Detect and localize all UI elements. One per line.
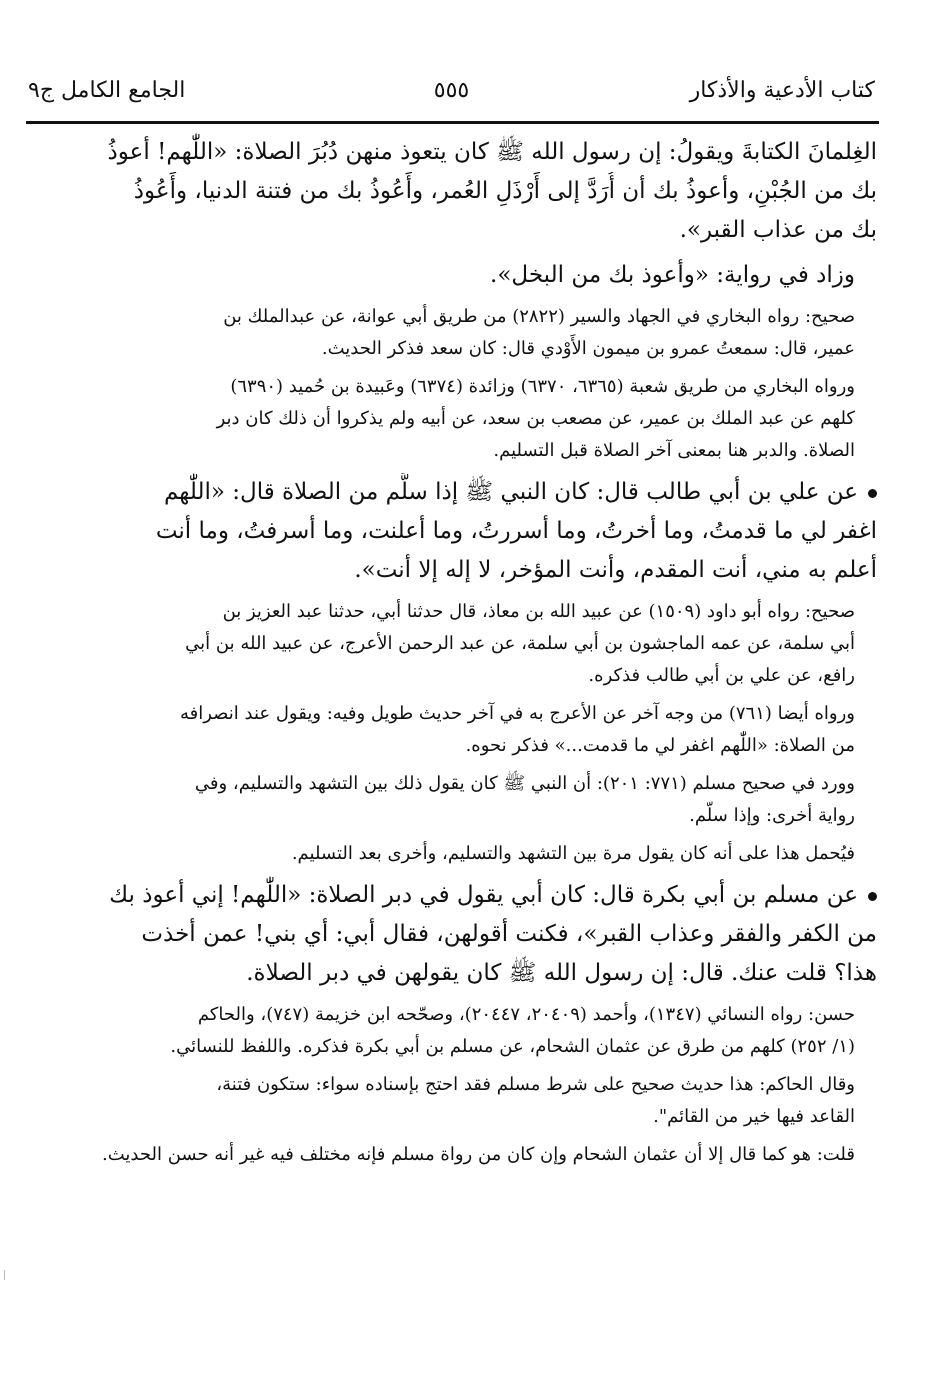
- bullet-icon: [868, 892, 877, 901]
- commentary-paragraph: [30, 768, 877, 832]
- text-line: [30, 800, 877, 832]
- text-line: [30, 172, 877, 211]
- line-text: حسن: رواه النسائي (١٣٤٧)، وأحمد (٢٠٤٠٩، ٢٠٤٤٧)، وصحّحه ابن خزيمة (٧٤٧)، والحاكم: [197, 1004, 855, 1025]
- hadith-paragraph: [30, 256, 877, 295]
- margin-mark: [4, 1270, 5, 1280]
- text-line: [30, 211, 877, 250]
- line-text: ورواه البخاري من طريق شعبة (٦٣٦٥، ٦٣٧٠) وزائدة (٦٣٧٤) وعَبيدة بن حُميد (٦٣٩٠): [230, 376, 855, 397]
- text-line: [30, 512, 877, 551]
- line-text: وقال الحاكم: هذا حديث صحيح على شرط مسلم فقد احتج بإسناده سواء: ستكون فتنة،: [216, 1074, 855, 1095]
- line-text: كلهم عن عبد الملك بن عمير، عن مصعب بن سعد، عن أبيه ولم يذكروا أن ذلك كان دبر: [216, 408, 855, 429]
- page-number: ٥٥٥: [433, 78, 470, 103]
- text-line: [30, 628, 877, 660]
- text-line: [30, 371, 877, 403]
- text-line: [30, 473, 877, 512]
- line-text: عن مسلم بن أبي بكرة قال: كان أبي يقول في دبر الصلاة: «اللّٰهم! إني أعوذ بك: [109, 882, 858, 908]
- running-header: [28, 78, 875, 118]
- text-line: [30, 768, 877, 800]
- text-line: [30, 915, 877, 954]
- hadith-paragraph: [30, 473, 877, 590]
- commentary-paragraph: [30, 596, 877, 692]
- line-text: من الصلاة: «اللّٰهم اغفر لي ما قدمت...» فذكر نحوه.: [465, 735, 855, 756]
- series-title: الجامع الكامل ج٩: [28, 78, 186, 103]
- text-line: [30, 1139, 877, 1171]
- text-line: [30, 403, 877, 435]
- commentary-paragraph: [30, 1139, 877, 1171]
- book-title: كتاب الأدعية والأذكار: [689, 78, 875, 103]
- line-text: القاعد فيها خير من القائم".: [653, 1106, 855, 1127]
- text-line: [30, 660, 877, 692]
- line-text: رافع، عن علي بن أبي طالب فذكره.: [588, 665, 855, 686]
- text-line: [30, 435, 877, 467]
- line-text: عمير، قال: سمعتُ عمرو بن ميمون الأَوْدي قال: كان سعد فذكر الحديث.: [321, 338, 855, 359]
- text-line: [30, 596, 877, 628]
- line-text: وزاد في رواية: «وأعوذ بك من البخل».: [490, 262, 855, 288]
- text-line: [30, 1069, 877, 1101]
- text-line: [30, 333, 877, 365]
- line-text: قلت: هو كما قال إلا أن عثمان الشحام وإن كان من رواة مسلم فإنه مختلف فيه غير أنه حسن الحديث.: [102, 1144, 855, 1165]
- line-text: فيُحمل هذا على أنه كان يقول مرة بين التشهد والتسليم، وأخرى بعد التسليم.: [291, 843, 855, 864]
- text-line: [30, 838, 877, 870]
- bullet-icon: [868, 489, 877, 498]
- line-text: الغِلمانَ الكتابةَ ويقولُ: إن رسول الله ﷺ كان يتعوذ منهن دُبُرَ الصلاة: «اللّٰهم! أعوذُ: [107, 139, 877, 165]
- commentary-paragraph: [30, 999, 877, 1063]
- text-line: [30, 1101, 877, 1133]
- commentary-paragraph: [30, 371, 877, 467]
- line-text: بك من الجُبْنِ، وأعوذُ بك أن أُرَدَّ إلى أَرْذَلِ العُمر، وأَعُوذُ بك من فتنة الدنيا، وأَعُوذُ: [133, 178, 877, 204]
- line-text: وورد في صحيح مسلم (٧٧١: ٢٠١): أن النبي ﷺ كان يقول ذلك بين التشهد والتسليم، وفي: [194, 773, 855, 794]
- text-line: [30, 256, 877, 295]
- line-text: هذا؟ قلت عنك. قال: إن رسول الله ﷺ كان يقولهن في دبر الصلاة.: [246, 960, 877, 986]
- commentary-paragraph: [30, 301, 877, 365]
- text-line: [30, 301, 877, 333]
- line-text: أبي سلمة، عن عمه الماجشون بن أبي سلمة، عن عبد الرحمن الأعرج، عن عبيد الله بن أبي: [185, 633, 855, 654]
- line-text: ورواه أيضا (٧٦١) من وجه آخر عن الأعرج به في آخر حديث طويل وفيه: ويقول عند انصرافه: [179, 703, 855, 724]
- line-text: (١/ ٢٥٢) كلهم من طرق عن عثمان الشحام، عن مسلم بن أبي بكرة فذكره. واللفظ للنسائي.: [170, 1036, 855, 1057]
- hadith-paragraph: [30, 133, 877, 250]
- line-text: عن علي بن أبي طالب قال: كان النبي ﷺ إذا سلَّم من الصلاة قال: «اللّٰهم: [163, 479, 858, 505]
- line-text: صحيح: رواه أبو داود (١٥٠٩) عن عبيد الله بن معاذ، قال حدثنا أبي، حدثنا عبد العزيز بن: [222, 601, 855, 622]
- line-text: من الكفر والفقر وعذاب القبر»، فكنت أقولهن، فقال أبي: أي بني! عمن أخذت: [141, 921, 877, 947]
- commentary-paragraph: [30, 1069, 877, 1133]
- line-text: اغفر لي ما قدمتُ، وما أخرتُ، وما أسررتُ، وما أعلنت، وما أسرفتُ، وما أنت: [155, 518, 877, 544]
- line-text: بك من عذاب القبر».: [679, 217, 877, 243]
- text-line: [30, 698, 877, 730]
- text-line: [30, 954, 877, 993]
- line-text: الصلاة. والدبر هنا بمعنى آخر الصلاة قبل التسليم.: [493, 440, 855, 461]
- text-line: [30, 133, 877, 172]
- text-line: [30, 999, 877, 1031]
- header-rule: [26, 121, 879, 124]
- hadith-paragraph: [30, 876, 877, 993]
- text-line: [30, 876, 877, 915]
- text-line: [30, 730, 877, 762]
- line-text: صحيح: رواه البخاري في الجهاد والسير (٢٨٢٢) من طريق أبي عوانة، عن عبدالملك بن: [223, 306, 855, 327]
- commentary-paragraph: [30, 838, 877, 870]
- text-line: [30, 551, 877, 590]
- line-text: رواية أخرى: وإذا سلّم.: [689, 805, 855, 826]
- line-text: أعلم به مني، أنت المقدم، وأنت المؤخر، لا إله إلا أنت».: [354, 557, 877, 583]
- page-body: [30, 133, 877, 1177]
- text-line: [30, 1031, 877, 1063]
- commentary-paragraph: [30, 698, 877, 762]
